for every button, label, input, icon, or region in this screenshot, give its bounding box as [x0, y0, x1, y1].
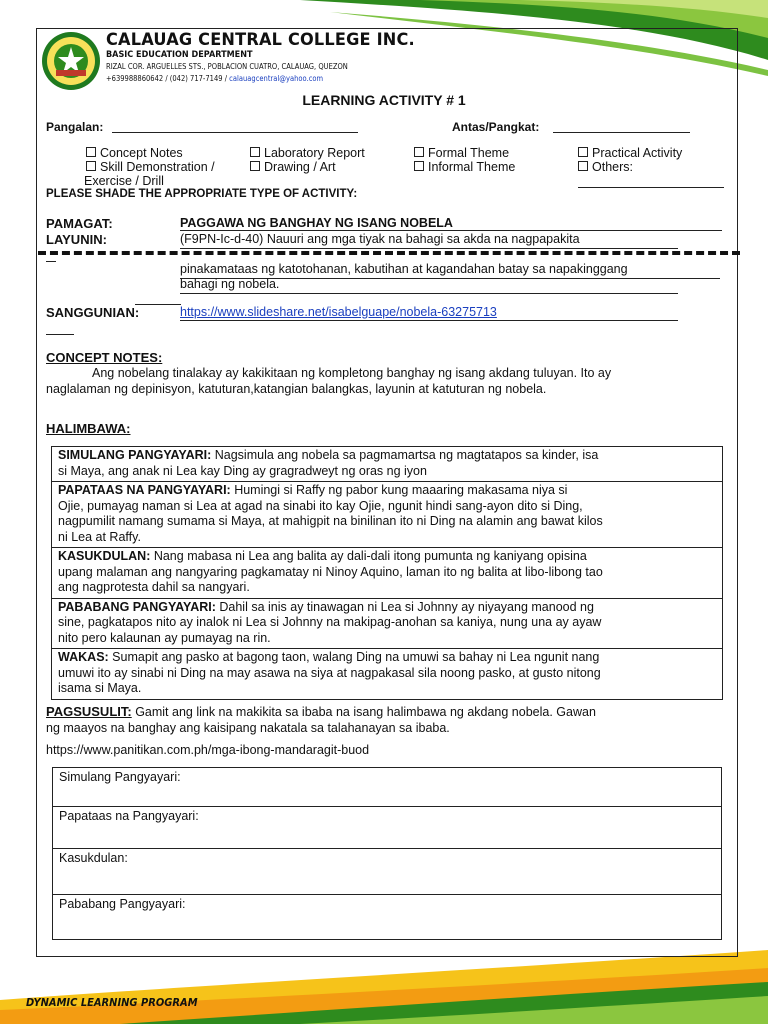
contact-email[interactable]: calauagcentral@yahoo.com	[229, 74, 324, 83]
row-label: KASUKDULAN:	[58, 549, 151, 563]
checkbox-formal-theme[interactable]: Formal Theme	[414, 146, 509, 160]
layunin-line-2: pinakamataas ng katotohanan, kabutihan at kagandahan batay sa napakinggang	[180, 262, 720, 279]
answer-cell-kasukdulan[interactable]: Kasukdulan:	[53, 849, 722, 895]
concept-notes-line-1: Ang nobelang tinalakay ay kakikitaan ng kompletong banghay ng isang akdang tuluyan. Ito ay	[92, 366, 612, 380]
table-row: PABABANG PANGYAYARI: Dahil sa inis ay tinawagan ni Lea si Johnny ay niyayang manood ng sine, pagkatapos nito ay inalok ni Lea si Johnny na makipag-anohan sa kaniya, nung una ay ayaw nito pero kalaunan ay pumayag na rin.	[52, 598, 723, 649]
sanggunian-label: SANGGUNIAN:	[46, 305, 140, 320]
pagsusulit-line-2: ng maayos na banghay ang kaisipang nakatala sa talahanayan sa ibaba.	[46, 720, 450, 735]
table-row	[53, 849, 722, 895]
checkbox-laboratory-report[interactable]: Laboratory Report	[250, 146, 365, 160]
table-row: PAPATAAS NA PANGYAYARI: Humingi si Raffy ng pabor kung maaaring makasama niya si Ojie, pumayag naman si Lea at agad na sinabi ito kay Ojie, ngunit hindi sang-ayon dito si Ding, nagpumilit namang sumama si Maya, at mahigpit na binilinan ito ni Ding na alamin ang bawat kilos ni Lea at Raffy.	[52, 482, 723, 548]
pamagat-value: PAGGAWA NG BANGHAY NG ISANG NOBELA	[180, 216, 722, 231]
activity-instruction: PLEASE SHADE THE APPROPRIATE TYPE OF ACTIVITY:	[46, 188, 358, 200]
layunin-blank	[46, 248, 56, 262]
grade-label: Antas/Pangkat:	[452, 120, 540, 134]
answer-cell-simulang[interactable]: Simulang Pangyayari:	[53, 768, 722, 807]
table-row	[53, 768, 722, 807]
sanggunian-trailing-line	[46, 321, 74, 335]
others-field[interactable]	[578, 174, 724, 188]
checkbox-drawing-art[interactable]: Drawing / Art	[250, 160, 336, 174]
table-row	[53, 807, 722, 849]
contact-phone: +639988860642 / (042) 717-7149 /	[106, 74, 227, 83]
answer-table	[52, 767, 722, 940]
concept-notes-line-2: naglalaman ng depinisyon, katuturan,katangian balangkas, layunin at katuturan ng nobela.	[46, 382, 547, 396]
checkbox-informal-theme[interactable]: Informal Theme	[414, 160, 515, 174]
checkbox-practical-activity[interactable]: Practical Activity	[578, 146, 682, 160]
department-name: BASIC EDUCATION DEPARTMENT	[106, 50, 253, 60]
row-label: SIMULANG PANGYAYARI:	[58, 448, 212, 462]
row-label: WAKAS:	[58, 650, 109, 664]
program-footer: DYNAMIC LEARNING PROGRAM	[26, 996, 198, 1009]
grade-field[interactable]	[553, 120, 690, 133]
dashed-divider	[38, 251, 740, 255]
layunin-line-1: (F9PN-Ic-d-40) Nauuri ang mga tiyak na bahagi sa akda na nagpapakita	[180, 232, 678, 249]
table-row: SIMULANG PANGYAYARI: Nagsimula ang nobela sa pagmamartsa ng magtatapos sa kinder, isa si Maya, ang anak ni Lea kay Ding ay gragradweyt ng oras ng iyon	[52, 447, 723, 482]
school-contact	[106, 74, 323, 83]
checkbox-others[interactable]: Others:	[578, 160, 633, 174]
school-address: RIZAL COR. ARGUELLES STS., POBLACION CUATRO, CALAUAG, QUEZON	[106, 62, 348, 71]
row-label: PABABANG PANGYAYARI:	[58, 599, 216, 614]
sanggunian-link[interactable]: https://www.slideshare.net/isabelguape/nobela-63275713	[180, 305, 497, 319]
table-row: WAKAS: Sumapit ang pasko at bagong taon, walang Ding na umuwi sa bahay ni Lea ngunit nang umuwi ito ay sinabi ni Ding na may asawa na siya at nagpakasal sila noong pasko, at gusto nitong isama si Maya.	[52, 649, 723, 700]
school-seal-icon	[40, 30, 102, 92]
page-title: LEARNING ACTIVITY # 1	[302, 92, 466, 108]
pagsusulit-link[interactable]: https://www.panitikan.com.ph/mga-ibong-mandaragit-buod	[46, 743, 370, 757]
school-name: CALAUAG CENTRAL COLLEGE INC.	[106, 30, 415, 50]
pagsusulit-paragraph	[46, 704, 726, 736]
pagsusulit-line-1: Gamit ang link na makikita sa ibaba na isang halimbawa ng akdang nobela. Gawan	[131, 705, 596, 719]
skill-demonstration-continued: Exercise / Drill	[84, 174, 164, 188]
table-row	[53, 895, 722, 940]
answer-cell-papataas[interactable]: Papataas na Pangyayari:	[53, 807, 722, 849]
layunin-trailing-line	[135, 291, 181, 305]
answer-cell-pababang[interactable]: Pababang Pangyayari:	[53, 895, 722, 940]
halimbawa-heading: HALIMBAWA:	[46, 421, 131, 436]
checkbox-skill-demonstration[interactable]: Skill Demonstration /	[86, 160, 215, 174]
example-table	[51, 446, 723, 700]
row-label: PAPATAAS NA PANGYAYARI:	[58, 483, 231, 497]
name-field[interactable]	[112, 120, 358, 133]
pagsusulit-heading: PAGSUSULIT:	[46, 704, 132, 719]
name-label: Pangalan:	[46, 120, 104, 134]
pamagat-label: PAMAGAT:	[46, 216, 113, 231]
layunin-line-3: bahagi ng nobela.	[180, 277, 678, 294]
checkbox-concept-notes[interactable]: Concept Notes	[86, 146, 183, 160]
concept-notes-heading: CONCEPT NOTES:	[46, 350, 163, 365]
table-row: KASUKDULAN: Nang mabasa ni Lea ang balita ay dali-dali itong pumunta ng kaniyang opisina upang malaman ang nangyaring pagkamatay ni Ninoy Aquino, laman ito ng balita at libo-libong tao ang nagprotesta dahil sa nangyari.	[52, 548, 723, 599]
layunin-label: LAYUNIN:	[46, 232, 107, 247]
